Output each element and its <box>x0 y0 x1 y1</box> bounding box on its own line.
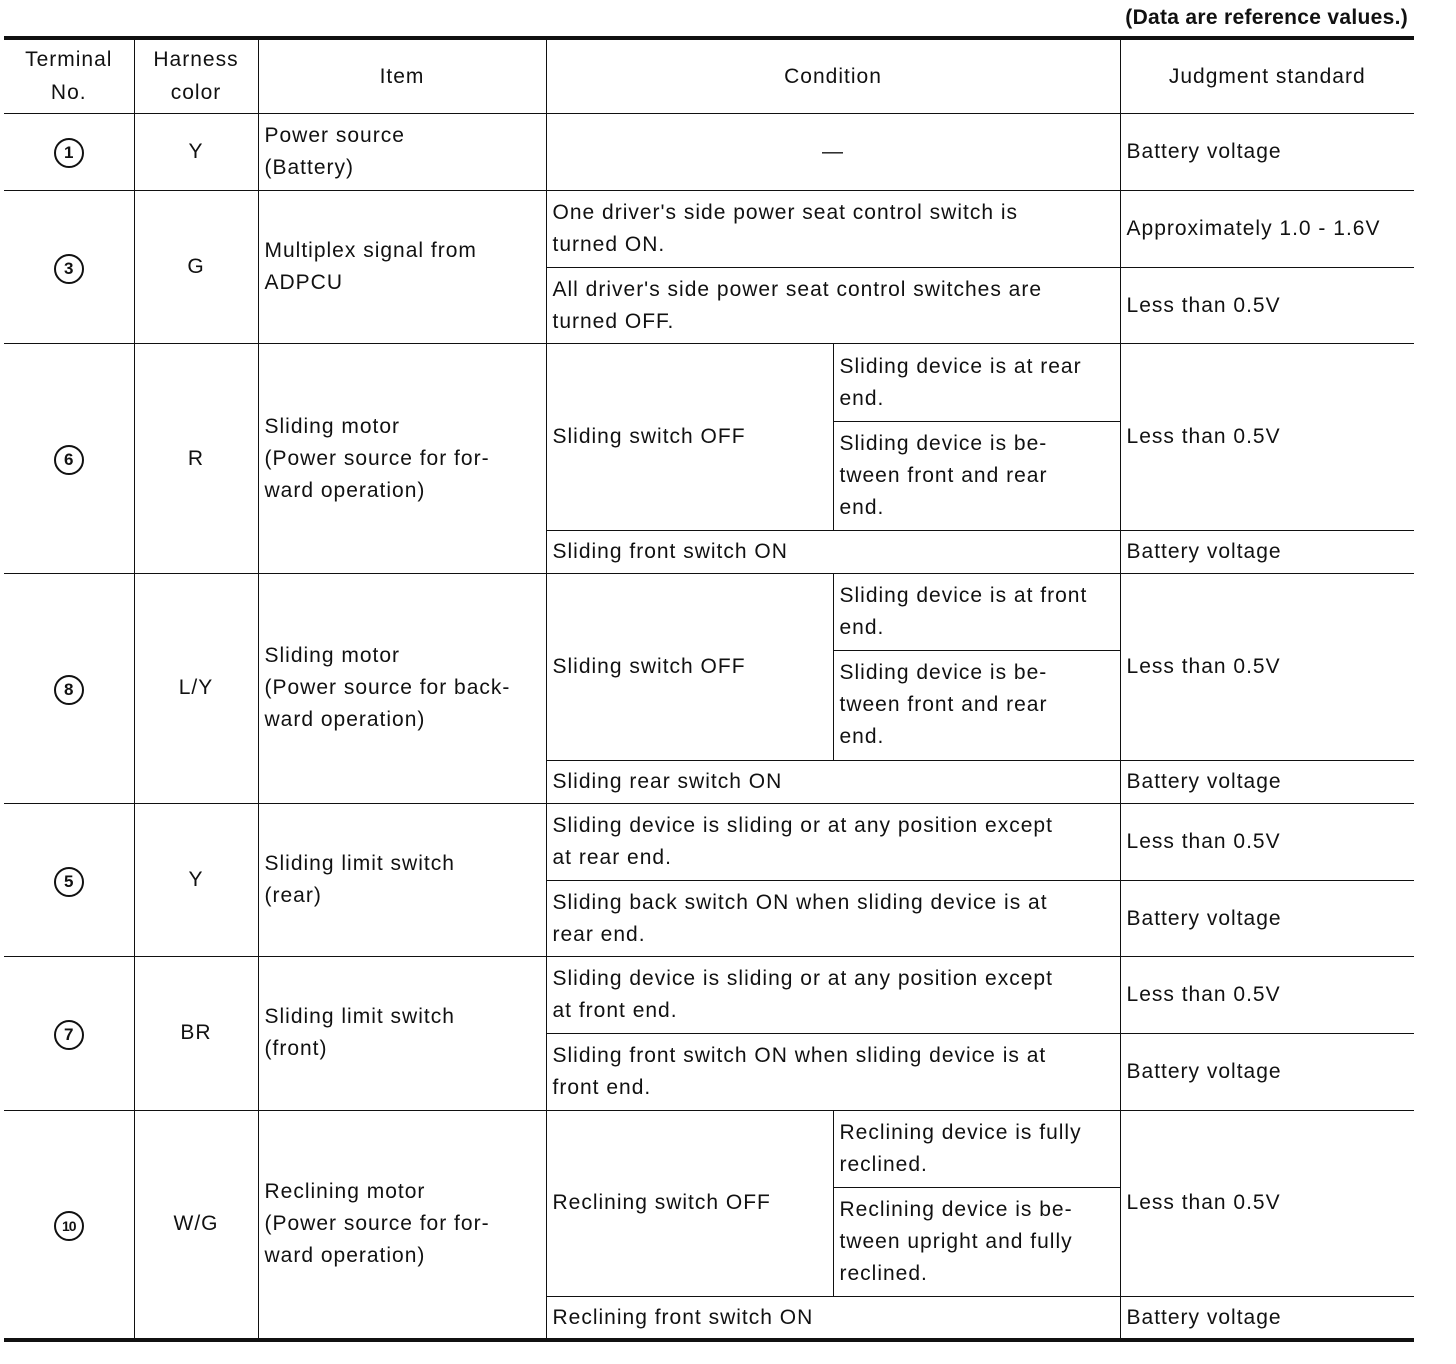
condition: Sliding front switch ON when sliding device is at front end. <box>546 1034 1120 1110</box>
sub-condition: Sliding device is at front end. <box>833 574 1120 651</box>
table-row <box>4 113 1414 190</box>
terminal-number: 10 <box>4 1110 134 1340</box>
harness-color: BR <box>134 957 258 1110</box>
condition: One driver's side power seat control switch is turned ON. <box>546 190 1120 267</box>
header-terminal-no: Terminal No. <box>4 38 134 113</box>
judgment: Less than 0.5V <box>1120 574 1414 761</box>
harness-color: G <box>134 190 258 343</box>
terminal-number: 1 <box>4 113 134 190</box>
judgment: Less than 0.5V <box>1120 268 1414 344</box>
table-row <box>4 957 1414 1034</box>
switch-condition: Sliding switch OFF <box>546 574 833 761</box>
judgment: Less than 0.5V <box>1120 1110 1414 1297</box>
judgment: Battery voltage <box>1120 1034 1414 1110</box>
switch-condition: Sliding switch OFF <box>546 344 833 531</box>
terminal-spec-table <box>4 36 1414 1342</box>
condition: Sliding back switch ON when sliding device is at rear end. <box>546 881 1120 957</box>
item: Sliding motor (Power source for for- ward operation) <box>258 344 546 574</box>
sub-condition: Reclining device is fully reclined. <box>833 1110 1120 1187</box>
judgment: Less than 0.5V <box>1120 803 1414 880</box>
table-row <box>4 1110 1414 1187</box>
condition: Sliding front switch ON <box>546 530 1120 573</box>
sub-condition: Reclining device is be- tween upright and fully reclined. <box>833 1187 1120 1296</box>
terminal-number: 7 <box>4 957 134 1110</box>
condition: Sliding rear switch ON <box>546 760 1120 803</box>
harness-color: R <box>134 344 258 574</box>
header-harness-color: Harness color <box>134 38 258 113</box>
harness-color: Y <box>134 803 258 956</box>
harness-color: W/G <box>134 1110 258 1340</box>
sub-condition: Sliding device is at rear end. <box>833 344 1120 421</box>
condition: Sliding device is sliding or at any position except at rear end. <box>546 803 1120 880</box>
table-row <box>4 803 1414 880</box>
judgment: Approximately 1.0 - 1.6V <box>1120 190 1414 267</box>
judgment: Less than 0.5V <box>1120 344 1414 531</box>
item: Sliding limit switch (front) <box>258 957 546 1110</box>
switch-condition: Reclining switch OFF <box>546 1110 833 1297</box>
judgment: Battery voltage <box>1120 1297 1414 1340</box>
harness-color: Y <box>134 113 258 190</box>
table-row <box>4 344 1414 421</box>
item: Sliding motor (Power source for back- ward operation) <box>258 574 546 804</box>
judgment: Battery voltage <box>1120 881 1414 957</box>
header-item: Item <box>258 38 546 113</box>
item: Multiplex signal from ADPCU <box>258 190 546 343</box>
judgment: Battery voltage <box>1120 530 1414 573</box>
condition: — <box>546 113 1120 190</box>
judgment: Less than 0.5V <box>1120 957 1414 1034</box>
sub-condition: Sliding device is be- tween front and rear end. <box>833 421 1120 530</box>
terminal-number: 6 <box>4 344 134 574</box>
table-row <box>4 190 1414 267</box>
item: Sliding limit switch (rear) <box>258 803 546 956</box>
sub-condition: Sliding device is be- tween front and rear end. <box>833 651 1120 760</box>
judgment: Battery voltage <box>1120 113 1414 190</box>
condition: Sliding device is sliding or at any position except at front end. <box>546 957 1120 1034</box>
item: Power source (Battery) <box>258 113 546 190</box>
terminal-number: 8 <box>4 574 134 804</box>
header-condition: Condition <box>546 38 1120 113</box>
condition: Reclining front switch ON <box>546 1297 1120 1340</box>
harness-color: L/Y <box>134 574 258 804</box>
item: Reclining motor (Power source for for- ward operation) <box>258 1110 546 1340</box>
terminal-number: 5 <box>4 803 134 956</box>
table-header-row <box>4 38 1414 113</box>
condition: All driver's side power seat control switches are turned OFF. <box>546 268 1120 344</box>
reference-note: (Data are reference values.) <box>1125 6 1408 29</box>
judgment: Battery voltage <box>1120 760 1414 803</box>
table-row <box>4 574 1414 651</box>
header-judgment-standard: Judgment standard <box>1120 38 1414 113</box>
terminal-number: 3 <box>4 190 134 343</box>
